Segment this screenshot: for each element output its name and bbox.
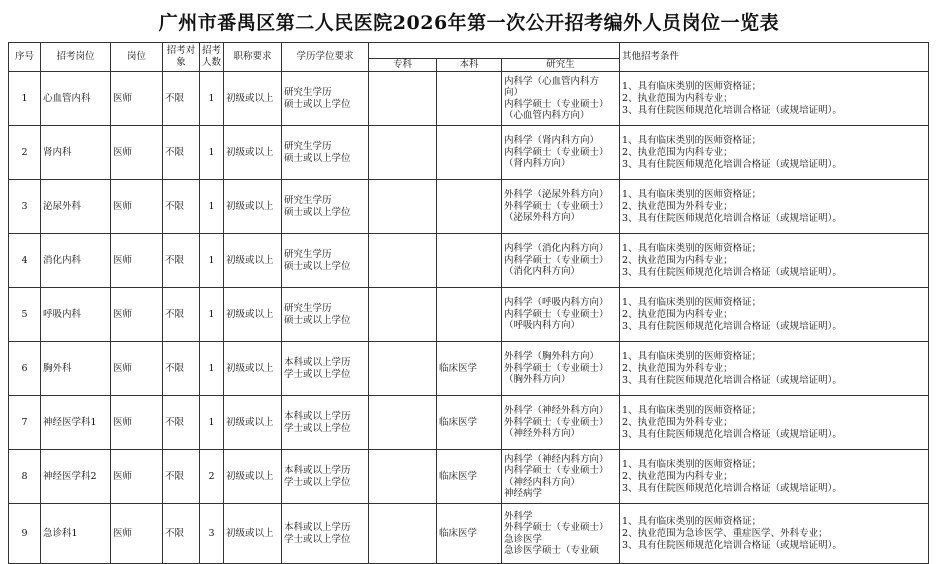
count-cell: 1 xyxy=(200,180,224,234)
header-major-bachelor: 本科 xyxy=(437,59,502,72)
count-cell: 3 xyxy=(200,504,224,564)
target-cell: 不限 xyxy=(163,72,200,126)
other-conditions-cell: 1、具有临床类别的医师资格证； 2、执业范围为内科专业； 3、具有住院医师规范化培训合格证（或规培证明）。 xyxy=(620,450,929,504)
table-row xyxy=(9,234,929,288)
header-major-junior: 专科 xyxy=(369,59,437,72)
grad-major-cell: 外科学（胸外科方向） 外科学硕士（专业硕士）（胸外科方向） xyxy=(502,342,620,396)
target-cell: 不限 xyxy=(163,234,200,288)
count-cell: 2 xyxy=(200,450,224,504)
title-req-cell: 初级或以上 xyxy=(224,504,282,564)
table-row xyxy=(9,450,929,504)
target-cell: 不限 xyxy=(163,180,200,234)
education-cell: 研究生学历 硕士或以上学位 xyxy=(282,288,369,342)
education-cell: 研究生学历 硕士或以上学位 xyxy=(282,126,369,180)
header-post-name: 招考岗位 xyxy=(41,43,111,72)
post-type-cell: 医师 xyxy=(111,126,163,180)
post-name-cell: 呼吸内科 xyxy=(41,288,111,342)
table-row xyxy=(9,342,929,396)
bachelor-major-cell xyxy=(437,72,502,126)
title-req-cell: 初级或以上 xyxy=(224,342,282,396)
junior-major-cell xyxy=(369,342,437,396)
other-conditions-cell: 1、具有临床类别的医师资格证； 2、执业范围为内科专业； 3、具有住院医师规范化培训合格证（或规培证明）。 xyxy=(620,126,929,180)
seq-cell: 7 xyxy=(9,396,41,450)
title-req-cell: 初级或以上 xyxy=(224,180,282,234)
header-target: 招考对象 xyxy=(163,43,200,72)
target-cell: 不限 xyxy=(163,504,200,564)
header-title-req: 职称要求 xyxy=(224,43,282,72)
other-conditions-cell: 1、具有临床类别的医师资格证； 2、执业范围为内科专业； 3、具有住院医师规范化培训合格证（或规培证明）。 xyxy=(620,234,929,288)
other-conditions-cell: 1、具有临床类别的医师资格证； 2、执业范围为内科专业； 3、具有住院医师规范化培训合格证（或规培证明）。 xyxy=(620,72,929,126)
target-cell: 不限 xyxy=(163,126,200,180)
table-row xyxy=(9,126,929,180)
bachelor-major-cell xyxy=(437,126,502,180)
other-conditions-cell: 1、具有临床类别的医师资格证； 2、执业范围为外科专业； 3、具有住院医师规范化培训合格证（或规培证明）。 xyxy=(620,396,929,450)
post-name-cell: 心血管内科 xyxy=(41,72,111,126)
post-type-cell: 医师 xyxy=(111,288,163,342)
count-cell: 1 xyxy=(200,396,224,450)
header-seq: 序号 xyxy=(9,43,41,72)
header-education: 学历学位要求 xyxy=(282,43,369,72)
post-name-cell: 肾内科 xyxy=(41,126,111,180)
bachelor-major-cell: 临床医学 xyxy=(437,342,502,396)
count-cell: 1 xyxy=(200,126,224,180)
seq-cell: 5 xyxy=(9,288,41,342)
education-cell: 本科或以上学历 学士或以上学位 xyxy=(282,450,369,504)
grad-major-cell: 内科学（消化内科方向） 内科学硕士（专业硕士）（消化内科方向） xyxy=(502,234,620,288)
title-req-cell: 初级或以上 xyxy=(224,234,282,288)
header-major-grad: 研究生 xyxy=(502,59,620,72)
grad-major-cell: 外科学（神经外科方向） 外科学硕士（专业硕士）（神经外科方向） xyxy=(502,396,620,450)
post-type-cell: 医师 xyxy=(111,342,163,396)
grad-major-cell: 外科学 外科学硕士（专业硕士） 急诊医学 急诊医学硕士（专业硕 xyxy=(502,504,620,564)
other-conditions-cell: 1、具有临床类别的医师资格证； 2、执业范围为内科专业； 3、具有住院医师规范化培训合格证（或规培证明）。 xyxy=(620,288,929,342)
post-name-cell: 消化内科 xyxy=(41,234,111,288)
page-title: 广州市番禺区第二人民医院2026年第一次公开招考编外人员岗位一览表 xyxy=(158,12,780,34)
bachelor-major-cell: 临床医学 xyxy=(437,504,502,564)
grad-major-cell: 内科学（肾内科方向） 内科学硕士（专业硕士）（肾内科方向） xyxy=(502,126,620,180)
junior-major-cell xyxy=(369,396,437,450)
target-cell: 不限 xyxy=(163,396,200,450)
post-name-cell: 急诊科1 xyxy=(41,504,111,564)
post-type-cell: 医师 xyxy=(111,180,163,234)
header-other: 其他招考条件 xyxy=(620,43,929,72)
target-cell: 不限 xyxy=(163,450,200,504)
bachelor-major-cell: 临床医学 xyxy=(437,396,502,450)
seq-cell: 3 xyxy=(9,180,41,234)
seq-cell: 8 xyxy=(9,450,41,504)
post-type-cell: 医师 xyxy=(111,72,163,126)
bachelor-major-cell xyxy=(437,288,502,342)
bachelor-major-cell: 临床医学 xyxy=(437,450,502,504)
junior-major-cell xyxy=(369,288,437,342)
junior-major-cell xyxy=(369,234,437,288)
table-row xyxy=(9,504,929,564)
seq-cell: 2 xyxy=(9,126,41,180)
education-cell: 研究生学历 硕士或以上学位 xyxy=(282,234,369,288)
post-name-cell: 神经医学科1 xyxy=(41,396,111,450)
post-type-cell: 医师 xyxy=(111,396,163,450)
table-row xyxy=(9,180,929,234)
seq-cell: 9 xyxy=(9,504,41,564)
post-type-cell: 医师 xyxy=(111,234,163,288)
post-name-cell: 神经医学科2 xyxy=(41,450,111,504)
junior-major-cell xyxy=(369,126,437,180)
grad-major-cell: 外科学（泌尿外科方向） 外科学硕士（专业硕士）（泌尿外科方向） xyxy=(502,180,620,234)
table-body xyxy=(9,72,929,564)
other-conditions-cell: 1、具有临床类别的医师资格证； 2、执业范围为急诊医学、重症医学、外科专业； 3、具有住院医师规范化培训合格证（或规培证明）。 xyxy=(620,504,929,564)
post-name-cell: 泌尿外科 xyxy=(41,180,111,234)
count-cell: 1 xyxy=(200,72,224,126)
header-major-group xyxy=(369,43,620,59)
post-type-cell: 医师 xyxy=(111,450,163,504)
target-cell: 不限 xyxy=(163,288,200,342)
title-req-cell: 初级或以上 xyxy=(224,450,282,504)
positions-table xyxy=(8,42,929,564)
bachelor-major-cell xyxy=(437,234,502,288)
grad-major-cell: 内科学（神经内科方向） 内科学硕士（专业硕士）（神经内科方向） 神经病学 xyxy=(502,450,620,504)
table-row xyxy=(9,288,929,342)
seq-cell: 6 xyxy=(9,342,41,396)
header-count: 招考人数 xyxy=(200,43,224,72)
target-cell: 不限 xyxy=(163,342,200,396)
bachelor-major-cell xyxy=(437,180,502,234)
title-req-cell: 初级或以上 xyxy=(224,126,282,180)
other-conditions-cell: 1、具有临床类别的医师资格证； 2、执业范围为外科专业； 3、具有住院医师规范化培训合格证（或规培证明）。 xyxy=(620,180,929,234)
seq-cell: 4 xyxy=(9,234,41,288)
education-cell: 本科或以上学历 学士或以上学位 xyxy=(282,342,369,396)
count-cell: 1 xyxy=(200,288,224,342)
junior-major-cell xyxy=(369,450,437,504)
table-row xyxy=(9,72,929,126)
title-req-cell: 初级或以上 xyxy=(224,288,282,342)
title-req-cell: 初级或以上 xyxy=(224,396,282,450)
education-cell: 研究生学历 硕士或以上学位 xyxy=(282,72,369,126)
count-cell: 1 xyxy=(200,234,224,288)
seq-cell: 1 xyxy=(9,72,41,126)
education-cell: 本科或以上学历 学士或以上学位 xyxy=(282,396,369,450)
post-name-cell: 胸外科 xyxy=(41,342,111,396)
grad-major-cell: 内科学（心血管内科方向） 内科学硕士（专业硕士）（心血管内科方向） xyxy=(502,72,620,126)
header-post-type: 岗位 xyxy=(111,43,163,72)
title-req-cell: 初级或以上 xyxy=(224,72,282,126)
junior-major-cell xyxy=(369,72,437,126)
count-cell: 1 xyxy=(200,342,224,396)
education-cell: 本科或以上学历 学士或以上学位 xyxy=(282,504,369,564)
table-row xyxy=(9,396,929,450)
grad-major-cell: 内科学（呼吸内科方向） 内科学硕士（专业硕士）（呼吸内科方向） xyxy=(502,288,620,342)
post-type-cell: 医师 xyxy=(111,504,163,564)
junior-major-cell xyxy=(369,180,437,234)
header-row xyxy=(9,43,929,59)
other-conditions-cell: 1、具有临床类别的医师资格证； 2、执业范围为外科专业； 3、具有住院医师规范化培训合格证（或规培证明）。 xyxy=(620,342,929,396)
junior-major-cell xyxy=(369,504,437,564)
education-cell: 研究生学历 硕士或以上学位 xyxy=(282,180,369,234)
